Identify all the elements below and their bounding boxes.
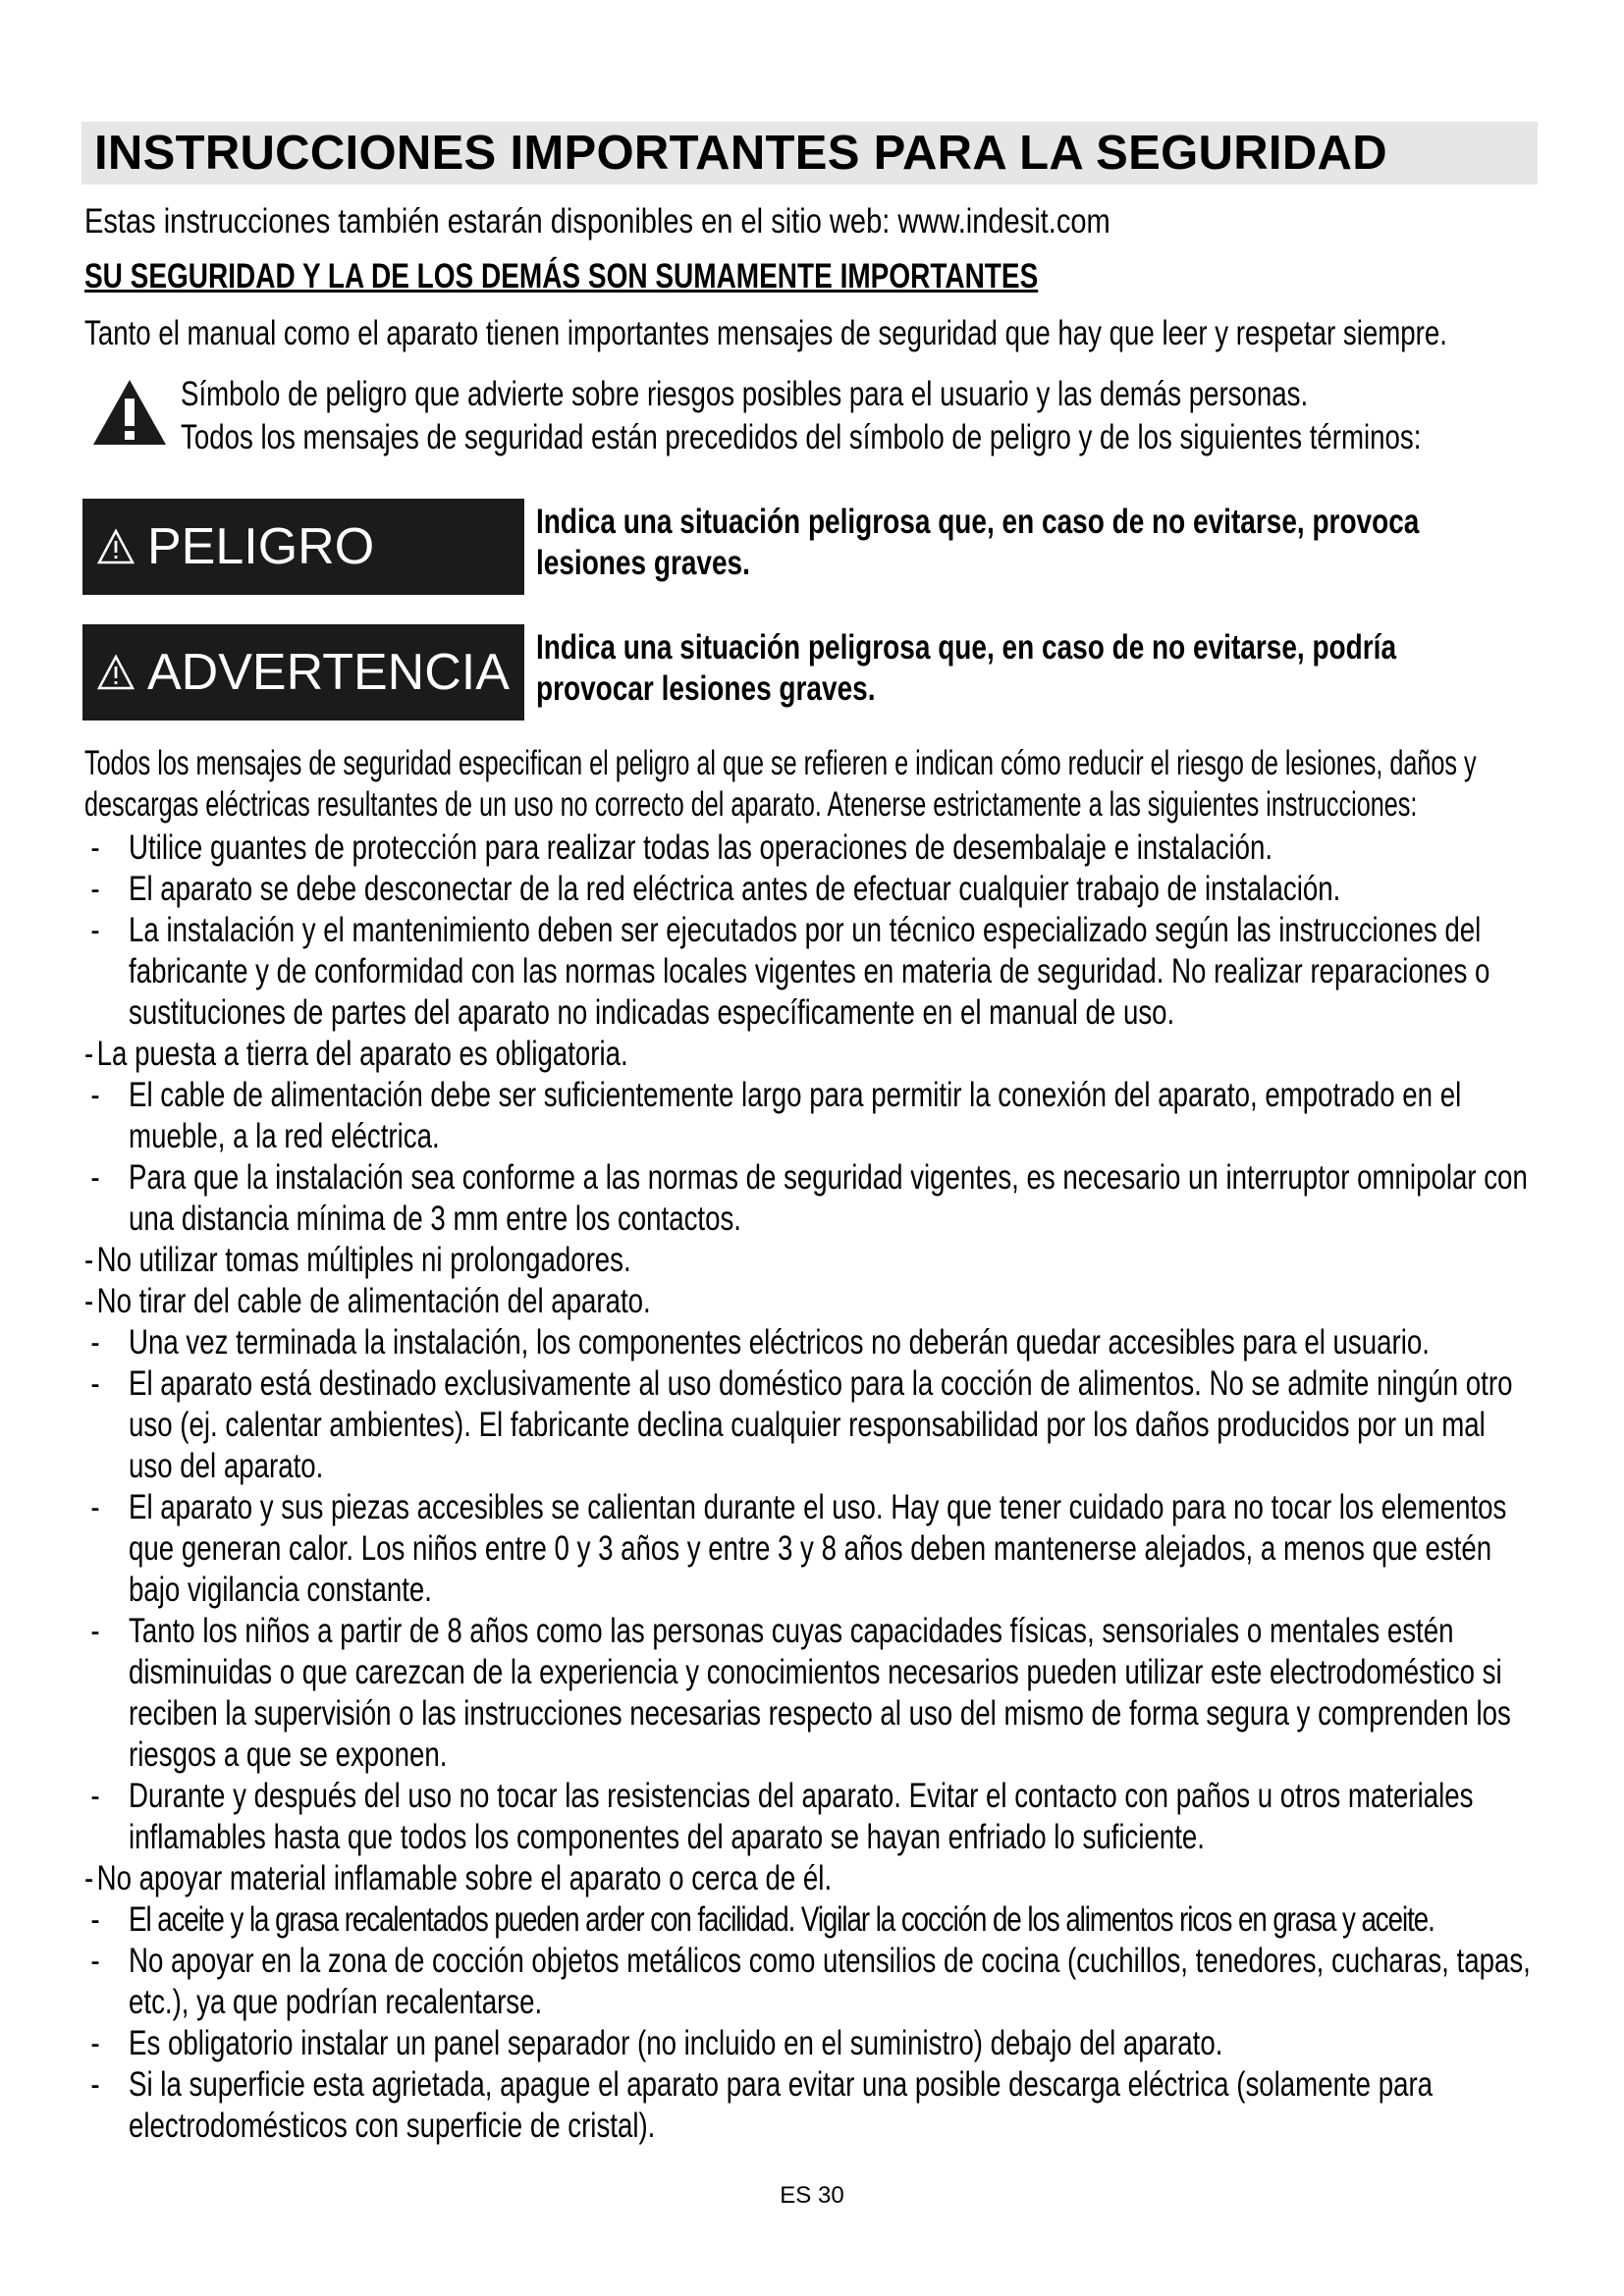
list-item — [84, 1281, 1531, 1322]
list-item — [84, 910, 1531, 1034]
list-item — [84, 1487, 1531, 1611]
list-item-text: El aparato se debe desconectar de la red eléctrica antes de efectuar cualquier trabajo de instalación. — [129, 870, 1341, 908]
bullet-dash: - — [90, 870, 100, 908]
warning-outline-icon — [96, 654, 135, 691]
symbol-note-line-2: Todos los mensajes de seguridad están precedidos del símbolo de peligro y de los siguientes términos: — [181, 418, 1422, 456]
list-item-text: No apoyar material inflamable sobre el aparato o cerca de él. — [96, 1859, 833, 1897]
list-item-text: Durante y después del uso no tocar las resistencias del aparato. Evitar el contacto con paños u otros materiales inflamables hasta que todos los componentes del aparato se hayan enfriado lo suficiente. — [129, 1777, 1474, 1856]
bullet-dash: - — [90, 828, 100, 867]
list-item — [84, 1611, 1531, 1776]
warning-triangle-icon — [90, 377, 169, 448]
list-item — [84, 1899, 1531, 1941]
safety-paragraph: Todos los mensajes de seguridad especifican el peligro al que se refieren e indican cómo reducir el riesgo de lesiones, daños y descargas eléctricas resultantes de un uso no correcto del aparato. Atenerse estrictamente a las siguientes instrucciones: — [84, 744, 1477, 824]
list-item-text: El aceite y la grasa recalentados pueden arder con facilidad. Vigilar la cocción de los alimentos ricos en grasa y aceite. — [129, 1900, 1435, 1939]
list-item — [84, 1858, 1531, 1899]
list-item — [84, 1776, 1531, 1858]
list-item-text: No tirar del cable de alimentación del aparato. — [96, 1282, 651, 1320]
list-item-text: El cable de alimentación debe ser suficientemente largo para permitir la conexión del aparato, empotrado en el mueble, a la red eléctrica. — [129, 1076, 1462, 1155]
bullet-dash: - — [84, 1859, 94, 1897]
bullet-dash: - — [90, 1612, 100, 1650]
signal-description-advertencia: Indica una situación peligrosa que, en caso de no evitarse, podría provocar lesiones graves. — [536, 628, 1397, 708]
list-item — [84, 828, 1531, 869]
bullet-dash: - — [90, 1777, 100, 1815]
bullet-dash: - — [90, 1158, 100, 1197]
safety-instructions-list — [84, 828, 1531, 2147]
bullet-dash: - — [90, 1076, 100, 1114]
list-item-text: Es obligatorio instalar un panel separador (no incluido en el suministro) debajo del aparato. — [129, 2024, 1223, 2062]
bullet-dash: - — [90, 1942, 100, 1980]
list-item — [84, 1322, 1531, 1363]
section-subheading: SU SEGURIDAD Y LA DE LOS DEMÁS SON SUMAMENTE IMPORTANTES — [84, 257, 1039, 295]
symbol-note — [181, 373, 1421, 459]
list-item — [84, 869, 1531, 910]
list-item-text: El aparato y sus piezas accesibles se calientan durante el uso. Hay que tener cuidado para no tocar los elementos que generan calor. Los niños entre 0 y 3 años y entre 3 y 8 años deben mantenerse alejados, a menos que estén bajo vigilancia constante. — [129, 1488, 1507, 1609]
list-item — [84, 2064, 1531, 2147]
list-item — [84, 1157, 1531, 1240]
bullet-dash: - — [84, 1035, 94, 1073]
list-item-text: La instalación y el mantenimiento deben ser ejecutados por un técnico especializado según las instrucciones del fabricante y de conformidad con las normas locales vigentes en materia de seguridad. No realizar reparaciones o sustituciones de partes del aparato no indicadas específicamente en el manual de uso. — [129, 911, 1490, 1032]
list-item — [84, 1075, 1531, 1157]
list-item-text: No apoyar en la zona de cocción objetos metálicos como utensilios de cocina (cuchillos, tenedores, cucharas, tapas, etc.), ya que podrían recalentarse. — [129, 1942, 1531, 2021]
page-number: ES 30 — [780, 2182, 844, 2209]
list-item-text: Utilice guantes de protección para realizar todas las operaciones de desembalaje e instalación. — [129, 828, 1273, 867]
signal-word-box-peligro — [82, 499, 524, 595]
list-item-text: No utilizar tomas múltiples ni prolongadores. — [96, 1241, 631, 1279]
list-item-text: El aparato está destinado exclusivamente al uso doméstico para la cocción de alimentos. No se admite ningún otro uso (ej. calentar ambientes). El fabricante declina cualquier responsabilidad por los daños producidos por un mal uso del aparato. — [129, 1364, 1513, 1485]
signal-word-advertencia: ADVERTENCIA — [147, 644, 510, 701]
signal-word-box-advertencia — [82, 624, 524, 721]
list-item-text: Tanto los niños a partir de 8 años como las personas cuyas capacidades físicas, sensoriales o mentales estén disminuidas o que carezcan de la experiencia y conocimientos necesarios pueden utilizar este electrodoméstico si reciben la supervisión o las instrucciones necesarias respecto al uso del mismo de forma segura y comprenden los riesgos a que se exponen. — [129, 1612, 1511, 1774]
intro-text: Tanto el manual como el aparato tienen importantes mensajes de seguridad que hay que leer y respetar siempre. — [84, 314, 1447, 352]
signal-description-peligro: Indica una situación peligrosa que, en caso de no evitarse, provoca lesiones graves. — [536, 503, 1420, 582]
bullet-dash: - — [90, 2024, 100, 2062]
list-item — [84, 1034, 1531, 1075]
website-note: Estas instrucciones también estarán disponibles en el sitio web: www.indesit.com — [84, 202, 1110, 240]
bullet-dash: - — [84, 1282, 94, 1320]
bullet-dash: - — [84, 1241, 94, 1279]
bullet-dash: - — [90, 911, 100, 949]
warning-outline-icon — [96, 528, 135, 565]
bullet-dash: - — [90, 2065, 100, 2104]
list-item-text: Una vez terminada la instalación, los componentes eléctricos no deberán quedar accesibles para el usuario. — [129, 1323, 1430, 1362]
bullet-dash: - — [90, 1364, 100, 1403]
bullet-dash: - — [90, 1323, 100, 1362]
signal-word-peligro: PELIGRO — [147, 518, 375, 575]
list-item — [84, 1941, 1531, 2023]
list-item — [84, 1240, 1531, 1281]
list-item-text: La puesta a tierra del aparato es obligatoria. — [96, 1035, 628, 1073]
bullet-dash: - — [90, 1488, 100, 1526]
bullet-dash: - — [90, 1900, 100, 1939]
list-item-text: Para que la instalación sea conforme a las normas de seguridad vigentes, es necesario un interruptor omnipolar con una distancia mínima de 3 mm entre los contactos. — [129, 1158, 1528, 1238]
list-item — [84, 2023, 1531, 2064]
page-title: INSTRUCCIONES IMPORTANTES PARA LA SEGURIDAD — [94, 127, 1387, 180]
list-item-text: Si la superficie esta agrietada, apague el aparato para evitar una posible descarga eléctrica (solamente para electrodomésticos con superficie de cristal). — [129, 2065, 1434, 2145]
symbol-note-line-1: Símbolo de peligro que advierte sobre riesgos posibles para el usuario y las demás personas. — [181, 375, 1309, 413]
list-item — [84, 1363, 1531, 1487]
